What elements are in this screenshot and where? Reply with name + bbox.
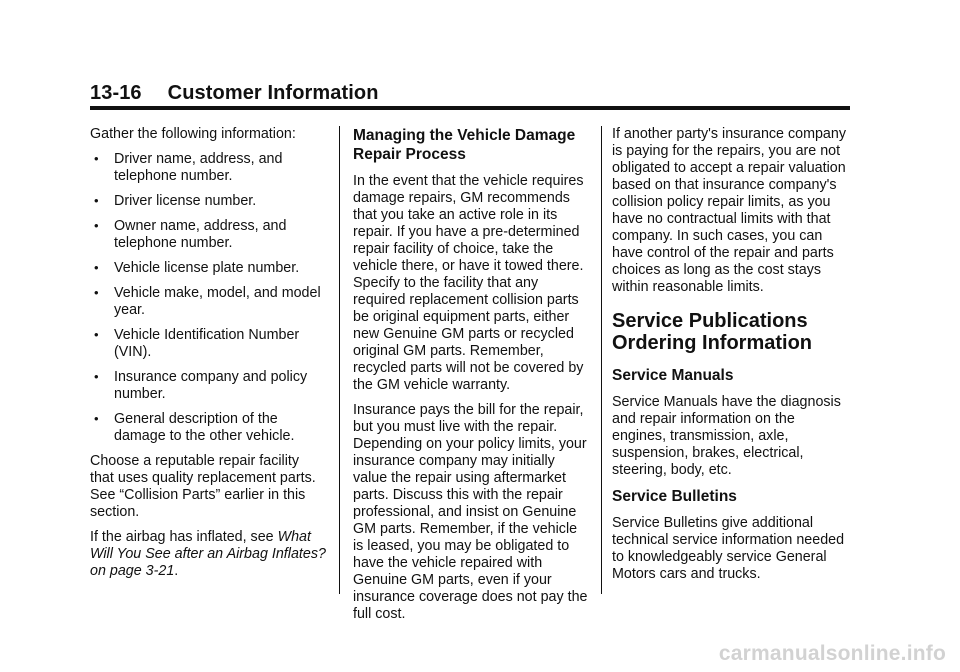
header-rule xyxy=(90,106,850,110)
airbag-reference-link[interactable]: What Will You See after an Airbag Inflates? on page 3-21 xyxy=(90,529,326,579)
bullet-icon: • xyxy=(94,151,99,166)
intro-text: Gather the following information: xyxy=(90,126,296,142)
bullet-icon: • xyxy=(94,193,99,208)
column-divider xyxy=(339,126,340,594)
bullet-icon: • xyxy=(94,411,99,426)
sub-heading: Service Manuals xyxy=(612,367,734,384)
repair-facility-text: Choose a reputable repair facility that uses quality replacement parts. See “Collision Parts” earlier in this section. xyxy=(90,453,316,520)
column-2 xyxy=(353,126,589,631)
page-number: 13-16 xyxy=(90,82,142,104)
airbag-text: If the airbag has inflated, see What Will You See after an Airbag Inflates? on page 3-21. xyxy=(90,529,326,579)
list-item: • Vehicle license plate number. xyxy=(94,260,300,276)
bullet-icon: • xyxy=(94,369,99,384)
header-title xyxy=(90,80,850,106)
list-item: • General description of the damage to the other vehicle. xyxy=(94,411,295,444)
sub-heading: Service Bulletins xyxy=(612,488,737,505)
watermark: carmanualsonline.info xyxy=(718,642,946,665)
list-item: • Vehicle make, model, and model year. xyxy=(94,285,321,318)
bullet-icon: • xyxy=(94,218,99,233)
page-header xyxy=(90,80,850,106)
paragraph: If another party's insurance company is paying for the repairs, you are not obligated to accept a repair valuation based on that insurance company's collision policy repair limits, as you have no contractual limits with that company. In such cases, you can have control of the repair and parts choices as long as the cost stays within reasonable limits. xyxy=(612,126,846,295)
paragraph: Service Manuals have the diagnosis and repair information on the engines, transmission, axle, suspension, brakes, electrical, steering, body, etc. xyxy=(612,394,841,478)
paragraph: In the event that the vehicle requires damage repairs, GM recommends that you take an active role in its repair. If you have a pre-determined repair facility of choice, take the vehicle there, or have it towed there. Specify to the facility that any required replacement collision parts be original equipment parts, either new Genuine GM parts or recycled original GM parts. Remember, recycled parts will not be covered by the GM vehicle warranty. xyxy=(353,173,584,393)
bullet-icon: • xyxy=(94,285,99,300)
info-list xyxy=(90,151,326,445)
paragraph: Service Bulletins give additional technical service information needed to knowledgeably service General Motors cars and trucks. xyxy=(612,515,845,582)
main-heading: Service Publications Ordering Information xyxy=(612,310,812,354)
list-item: • Vehicle Identification Number (VIN). xyxy=(94,327,300,360)
column-1 xyxy=(90,126,326,588)
list-item: • Driver name, address, and telephone number. xyxy=(94,151,283,184)
bullet-icon: • xyxy=(94,327,99,342)
list-item: • Insurance company and policy number. xyxy=(94,369,308,402)
list-item: • Owner name, address, and telephone number. xyxy=(94,218,287,251)
bullet-icon: • xyxy=(94,260,99,275)
section-title: Customer Information xyxy=(167,82,379,104)
column-3 xyxy=(612,126,852,591)
section-heading: Managing the Vehicle Damage Repair Process xyxy=(353,127,576,163)
paragraph: Insurance pays the bill for the repair, but you must live with the repair. Depending on your policy limits, your insurance company may initially value the repair using aftermarket parts. Discuss this with the repair professional, and insist on Genuine GM parts. Remember, if the vehicle is leased, you may be obligated to have the vehicle repaired with Genuine GM parts, even if your insurance coverage does not pay the full cost. xyxy=(353,402,588,622)
list-item: • Driver license number. xyxy=(94,193,257,209)
column-divider xyxy=(601,126,602,594)
